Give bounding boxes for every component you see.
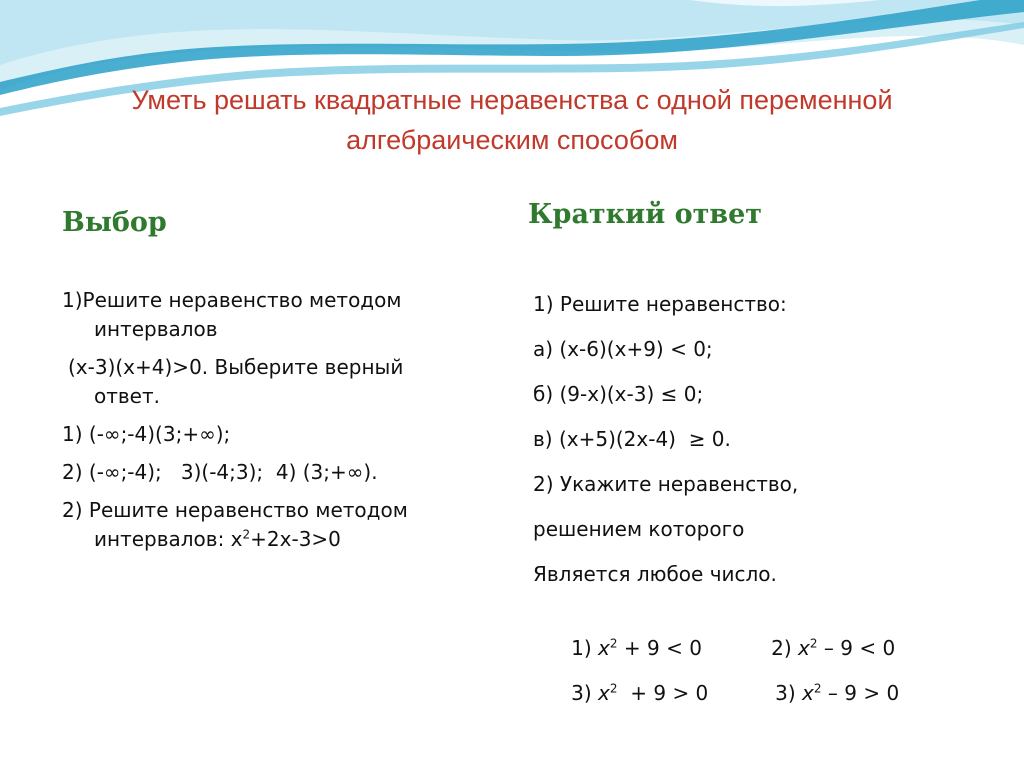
right-option-1-rest: + 9 < 0 (617, 636, 702, 660)
slide-title (30, 80, 994, 160)
right-item-c: в) (х+5)(2х-4) ≥ 0. (533, 427, 731, 451)
right-option-2-rest: – 9 < 0 (817, 636, 896, 660)
left-task2-exponent: 2 (242, 527, 251, 542)
left-column (62, 286, 512, 554)
left-task1-line2: интервалов (94, 317, 218, 341)
right-column (533, 290, 1003, 705)
left-task2-line1: 2) Решите неравенство методом (62, 498, 408, 522)
right-option-2-number: 2) (771, 636, 799, 660)
right-option-2-exponent: 2 (809, 636, 818, 651)
left-task1-line1: 1)Решите неравенство методом (62, 288, 402, 312)
right-option-1 (571, 634, 771, 663)
slide-title-line2: алгебраическим способом (346, 125, 678, 155)
right-item-b: б) (9-х)(х-3) ≤ 0; (533, 382, 704, 406)
right-option-4-rest: – 9 > 0 (821, 681, 900, 705)
right-option-3 (571, 679, 775, 708)
right-option-3-number: 3) (571, 681, 599, 705)
slide-title-line1: Уметь решать квадратные неравенства с одной переменной (131, 85, 893, 115)
right-task1: 1) Решите неравенство: (533, 292, 787, 316)
right-option-3-variable: x (598, 681, 610, 705)
right-option-2 (771, 634, 895, 663)
right-option-2-variable: x (798, 636, 810, 660)
right-options-row-1 (533, 605, 1003, 660)
right-option-1-variable: x (598, 636, 610, 660)
left-options-2-4: 2) (-∞;-4); 3)(-4;3); 4) (3;+∞). (62, 460, 378, 484)
left-column-heading: Выбор (62, 207, 167, 238)
left-task2-prefix: интервалов: х (94, 527, 243, 551)
right-option-4-exponent: 2 (813, 681, 822, 696)
right-option-4-variable: x (802, 681, 814, 705)
right-option-4 (775, 679, 899, 708)
right-item-a: а) (х-6)(х+9) < 0; (533, 337, 713, 361)
right-task2-line3: Является любое число. (533, 562, 777, 586)
left-task1-line3: (х-3)(х+4)>0. Выберите верный (68, 355, 404, 379)
left-task1-line4: ответ. (94, 384, 160, 408)
left-task2-suffix: +2х-3>0 (250, 527, 341, 551)
right-option-4-number: 3) (775, 681, 803, 705)
right-task2-line1: 2) Укажите неравенство, (533, 472, 799, 496)
right-task2-line2: решением которого (533, 517, 745, 541)
right-option-3-exponent: 2 (609, 681, 618, 696)
right-option-1-exponent: 2 (609, 636, 618, 651)
right-option-1-number: 1) (571, 636, 599, 660)
left-task2-line2 (62, 525, 512, 554)
left-option-1: 1) (-∞;-4)(3;+∞); (62, 422, 231, 446)
right-column-heading: Краткий ответ (528, 199, 763, 230)
right-option-3-rest: + 9 > 0 (617, 681, 709, 705)
